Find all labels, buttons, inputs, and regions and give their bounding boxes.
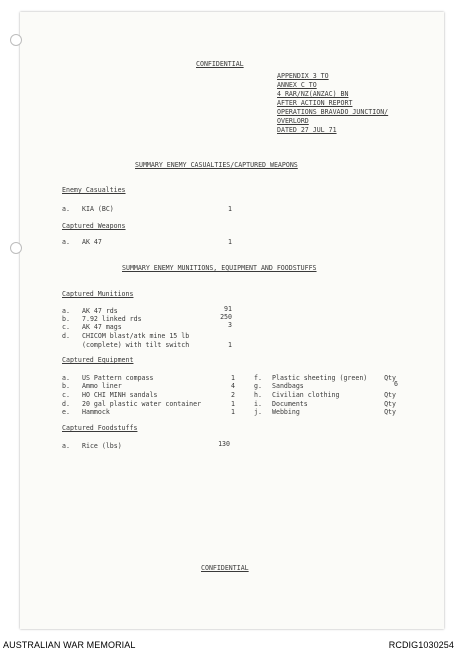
item-qty: Qty [384, 391, 396, 399]
item-qty: 1 [228, 238, 232, 246]
item-letter: c. [62, 391, 70, 399]
appendix-line: DATED 27 JUL 71 [277, 126, 337, 134]
item-label: Webbing [272, 408, 300, 416]
item-qty: 91 [224, 305, 232, 313]
item-letter: i. [254, 400, 262, 408]
captured-weapons-heading: Captured Weapons [62, 222, 126, 230]
captured-foodstuffs-heading: Captured Foodstuffs [62, 424, 138, 432]
item-qty: Qty [384, 374, 396, 382]
archive-credit: AUSTRALIAN WAR MEMORIAL [3, 640, 136, 650]
appendix-line: OVERLORD [277, 117, 309, 125]
appendix-line: ANNEX C TO [277, 81, 317, 89]
item-letter: c. [62, 323, 70, 331]
item-qty: 4 [231, 382, 235, 390]
appendix-line: OPERATIONS BRAVADO JUNCTION/ [277, 108, 389, 116]
item-label: AK 47 [82, 238, 102, 246]
item-letter: a. [62, 205, 70, 213]
item-qty: 2 [231, 391, 235, 399]
appendix-reference-block [255, 72, 388, 135]
item-label: Civilian clothing [272, 391, 340, 399]
appendix-line: AFTER ACTION REPORT [277, 99, 353, 107]
item-label: KIA (BC) [82, 205, 114, 213]
item-label: (complete) with tilt switch [82, 341, 190, 349]
item-label: Hammock [82, 408, 110, 416]
item-label: AK 47 mags [82, 323, 122, 331]
item-qty: Qty [384, 408, 396, 416]
footer-classification: CONFIDENTIAL [201, 564, 249, 572]
item-letter: j. [254, 408, 262, 416]
casualties-section-title: SUMMARY ENEMY CASUALTIES/CAPTURED WEAPONS [135, 161, 298, 169]
item-qty: 1 [231, 400, 235, 408]
item-qty: 1 [228, 205, 232, 213]
item-label: Plastic sheeting (green) [272, 374, 368, 382]
item-letter: a. [62, 374, 70, 382]
item-qty: 130 [218, 440, 230, 448]
item-letter: f. [254, 374, 262, 382]
item-qty: 1 [228, 341, 232, 349]
item-label: AK 47 rds [82, 307, 118, 315]
item-letter: e. [62, 408, 70, 416]
item-letter: a. [62, 307, 70, 315]
item-label: Sandbags [272, 382, 304, 390]
munitions-section-title: SUMMARY ENEMY MUNITIONS, EQUIPMENT AND FOODSTUFFS [122, 264, 317, 272]
item-label: Rice (lbs) [82, 442, 122, 450]
captured-equipment-heading: Captured Equipment [62, 356, 134, 364]
enemy-casualties-heading: Enemy Casualties [62, 186, 126, 194]
item-label: HO CHI MINH sandals [82, 391, 158, 399]
header-classification: CONFIDENTIAL [196, 60, 244, 68]
item-label: 7.92 linked rds [82, 315, 142, 323]
item-label: Ammo liner [82, 382, 122, 390]
item-label: CHICOM blast/atk mine 15 lb [82, 332, 190, 340]
appendix-line: APPENDIX 3 TO [277, 72, 329, 80]
item-label: Documents [272, 400, 308, 408]
item-qty: Qty [384, 400, 396, 408]
punch-hole-bottom [10, 242, 22, 254]
item-letter: a. [62, 442, 70, 450]
item-label: US Pattern compass [82, 374, 154, 382]
item-letter: b. [62, 315, 70, 323]
captured-munitions-heading: Captured Munitions [62, 290, 134, 298]
item-qty: 6 [394, 380, 398, 388]
item-letter: d. [62, 332, 70, 340]
item-letter: h. [254, 391, 262, 399]
archive-reference-id: RCDIG1030254 [388, 640, 454, 650]
punch-hole-top [10, 34, 22, 46]
appendix-line: 4 RAR/NZ(ANZAC) BN [277, 90, 349, 98]
item-letter: b. [62, 382, 70, 390]
item-letter: d. [62, 400, 70, 408]
item-letter: g. [254, 382, 262, 390]
item-qty: 250 [220, 313, 232, 321]
item-label: 20 gal plastic water container [82, 400, 202, 408]
item-qty: 1 [231, 374, 235, 382]
item-qty: 1 [231, 408, 235, 416]
item-qty: 3 [228, 321, 232, 329]
item-letter: a. [62, 238, 70, 246]
